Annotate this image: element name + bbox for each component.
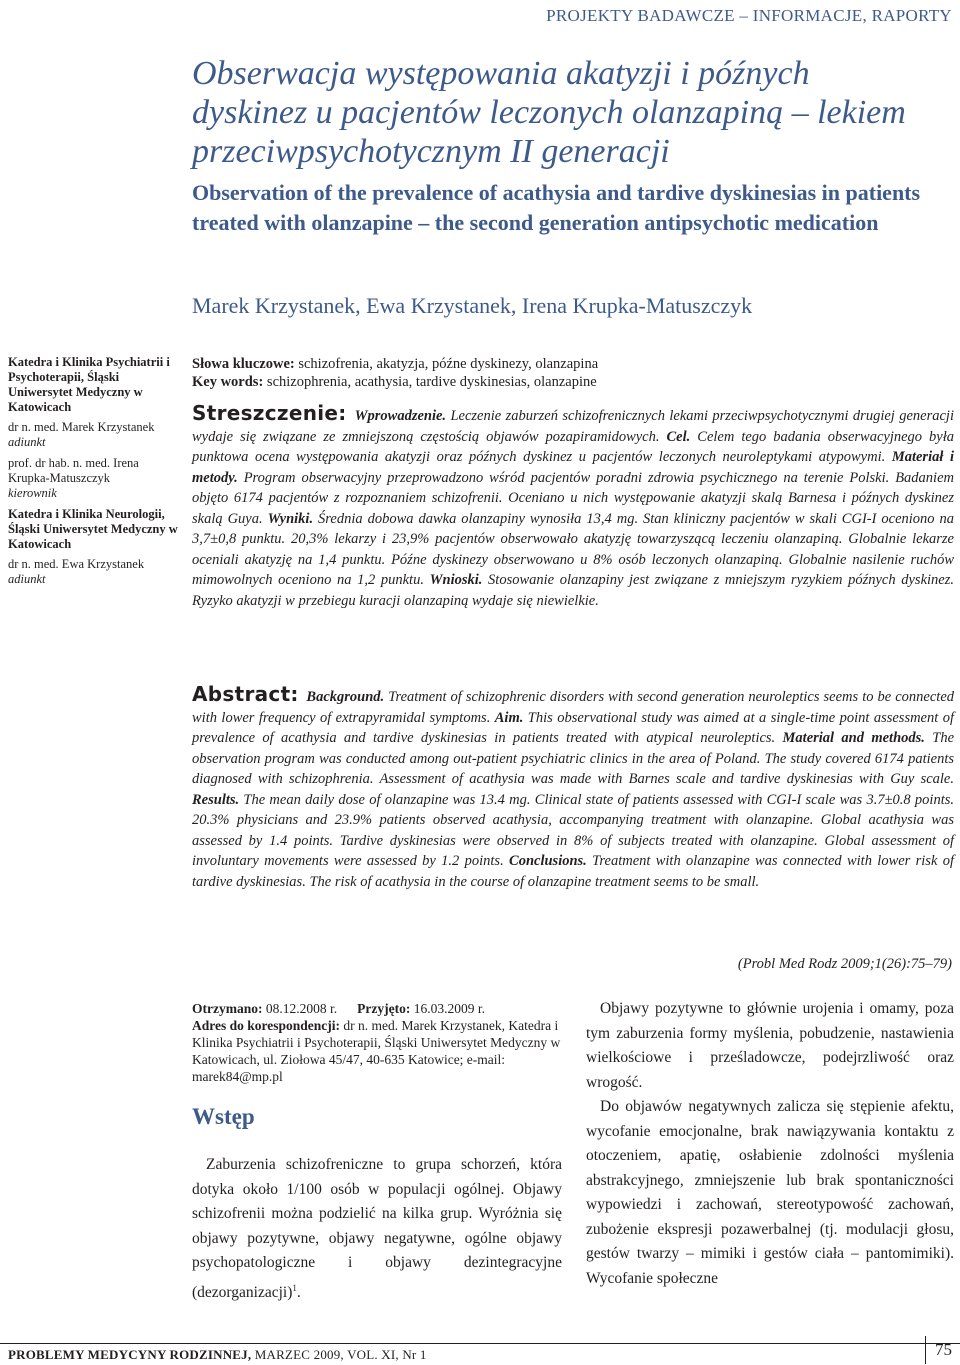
footnote-ref-1: 1 — [292, 1282, 297, 1293]
correspondence-text: dr n. med. Marek Krzystanek, Katedra i Klinika Psychiatrii i Psychoterapii, Śląski Uniwersytet Medyczny w Katowicach, ul. Ziołowa 45/47, 40-635 Katowice; e-mail: marek84@mp.pl — [192, 1018, 561, 1084]
received-date: 08.12.2008 r. — [262, 1001, 338, 1016]
correspondence — [192, 1017, 570, 1085]
accepted-label: Przyjęto: — [357, 1001, 411, 1016]
keywords-en-label: Key words: — [192, 374, 264, 390]
section-header: PROJEKTY BADAWCZE – INFORMACJE, RAPORTY — [546, 6, 952, 25]
abstract-en-t1: Treatment of schizophrenic disorders with second generation neuroleptics seems to be connected with lower frequency of extrapyramidal symptoms. — [192, 689, 955, 726]
footer-rule — [0, 1343, 960, 1344]
accepted-date: 16.03.2009 r. — [410, 1001, 485, 1016]
abstract-english — [192, 684, 954, 892]
intro-paragraph-2: Objawy pozytywne to głównie urojenia i omamy, poza tym zaburzenia formy myślenia, pobudzenie, nastawienia wielkościowe i prześladowcze, podejrzliwość oraz wrogość. — [586, 1000, 954, 1091]
abstract-pl-t2: Celem tego badania obserwacyjnego była punktowa ocena występowania akatyzji oraz późnych dyskinez u pacjentów leczonych neuroleptykami atypowymi. — [192, 428, 955, 465]
affiliation-psychiatry: Katedra i Klinika Psychiatrii i Psychoterapii, Śląski Uniwersytet Medyczny w Katowicach — [8, 355, 170, 414]
abstract-pl-t1: Leczenie zaburzeń schizofrenicznych lekami przeciwpsychotycznymi drugiej generacji wydaje się związane ze zmniejszoną częstością objawów pozapiramidowych. — [192, 408, 954, 445]
abstract-pl-t4: Średnia dobowa dawka olanzapiny wynosiła 13,4 mg. Stan kliniczny pacjentów w skali CGI-I oceniono na 3,7±0,8 punktu. 20,3% lekarzy i 23,9% pacjentów obserwowało akatyzję towarzyszącą leczeniu olanzapiną. Globalnie lekarze oceniali akatyzję na 1,4 punktu. Późne dyskinezy obserwowano u 8% osób leczonych olanzapiną. Globalnie nasilenie ruchów mimowolnych oceniono na 1,2 punktu. — [192, 510, 954, 588]
abstract-pl-t3: Program obserwacyjny przeprowadzono wśród pacjentów poradni zdrowia psychicznego na terenie Polski. Badaniem objęto 6174 pacjentów z rozpoznaniem schizofrenii. Oceniano u nich występowanie akatyzji skalą Barnesa i późnych dyskinez skalą Guya. — [192, 469, 954, 527]
journal-issue: MARZEC 2009, VOL. XI, Nr 1 — [251, 1347, 427, 1362]
received-info — [192, 1000, 570, 1085]
intro-p1-end: . — [296, 1283, 301, 1301]
keywords-english — [192, 373, 952, 391]
intro-paragraph-3: Do objawów negatywnych zalicza się stępienie afektu, wycofanie emocjonalne, brak nawiązywania kontaktu z otoczeniem, apatię, osłabienie zdolności myślenia abstrakcyjnego, zmniejszenie lub brak spontaniczności wypowiedzi i zachowań, stereotypowość zachowań, zubożenie ekspresji pozawerbalnej (tj. modulacji głosu, gestów twarzy – mimiki i gestów ciała – pantomimiki). Wycofanie społeczne — [586, 1098, 954, 1287]
abstract-pl-h3: Materiał i metody. — [192, 449, 954, 486]
keywords-pl-label: Słowa kluczowe: — [192, 356, 295, 372]
intro-column-left — [192, 1153, 562, 1305]
title-polish: Obserwacja występowania akatyzji i późnych dyskinez u pacjentów leczonych olanzapiną – lekiem przeciwpsychotycznym II generacji — [192, 55, 906, 170]
abstract-en-t3: The observation program was conducted among out-patient psychiatric clinics in the area of Poland. The study covered 6174 patients diagnosed with schizophrenia. Assessment of acathysia was made with Barnes scale and tardive dyskinesias with Guy scale. — [192, 730, 955, 787]
intro-column-right — [586, 997, 954, 1291]
abstract-pl-h5: Wnioski. — [429, 572, 483, 588]
author-1-role: adiunkt — [8, 435, 46, 449]
abstract-en-h3: Material and methods. — [782, 730, 925, 746]
abstract-pl-h4: Wyniki. — [267, 510, 314, 527]
keywords-block — [192, 355, 952, 391]
abstract-en-label: Abstract: — [192, 682, 307, 706]
correspondence-label: Adres do korespondencji: — [192, 1018, 341, 1033]
abstract-en-t5: Treatment with olanzapine was connected with lower risk of tardive dyskinesias. The risk of acathysia in the course of olanzapine treatment seems to be small. — [192, 853, 954, 890]
abstract-en-h1: Background. — [306, 689, 385, 705]
abstract-en-h2: Aim. — [494, 709, 524, 726]
keywords-en-text: schizophrenia, acathysia, tardive dyskinesias, olanzapine — [263, 374, 597, 390]
abstract-pl-t5: Stosowanie olanzapiny jest związane z mniejszym ryzykiem późnych dyskinez. Ryzyko akatyzji w przebiegu kuracji olanzapiną wydaje się niewielkie. — [192, 572, 954, 609]
abstract-en-h5: Conclusions. — [509, 853, 587, 869]
abstract-en-t2: This observational study was aimed at a single-time point assessment of prevalence of acathysia and tardive dyskinesias in patients treated with atypical neuroleptics. — [192, 709, 954, 746]
author-2-role: kierownik — [8, 486, 57, 500]
page-number: 75 — [935, 1340, 952, 1359]
title-english: Observation of the prevalence of acathysia and tardive dyskinesias in patients treated with olanzapine – the second generation antipsychotic medication — [192, 180, 921, 235]
author-2-name: prof. dr hab. n. med. Irena Krupka-Matuszczyk — [8, 456, 139, 485]
footer-journal — [8, 1347, 427, 1363]
affiliation-neurology: Katedra i Klinika Neurologii, Śląski Uniwersytet Medyczny w Katowicach — [8, 507, 178, 551]
intro-paragraph-1 — [192, 1153, 562, 1305]
received-label: Otrzymano: — [192, 1001, 263, 1016]
abstract-en-t4: The mean daily dose of olanzapine was 13.4 mg. Clinical state of patients assessed with CGI-I scale was 3.7±0.8 points. 20.3% physicians and 23.9% patients observed acathysia, accompanying treatment with olanzapine. Global acathysia was assessed by 1.4 points. Tardive dyskinesias were observed in 8% of subjects treated with olanzapine. Global assessment of involuntary movements were assessed by 1.2 points. — [192, 791, 954, 869]
citation: (Probl Med Rodz 2009;1(26):75–79) — [737, 956, 952, 972]
abstract-polish — [192, 403, 954, 611]
author-3-name: dr n. med. Ewa Krzystanek — [8, 557, 145, 571]
intro-p1-text: Zaburzenia schizofreniczne to grupa schorzeń, która dotyka około 1/100 osób w populacji ogólnej. Objawy schizofrenii można podzielić na kilka grup. Wyróżnia się objawy pozytywne, objawy negatywne, ogólne objawy psychopatologiczne i objawy dezintegracyjne (dezorganizacji) — [192, 1156, 562, 1301]
section-heading-intro: Wstęp — [192, 1104, 255, 1129]
author-1-name: dr n. med. Marek Krzystanek — [8, 420, 155, 434]
keywords-polish — [192, 355, 952, 373]
abstract-pl-h2: Cel. — [666, 428, 691, 445]
journal-name: PROBLEMY MEDYCYNY RODZINNEJ, — [8, 1347, 252, 1362]
abstract-en-h4: Results. — [192, 791, 240, 808]
authors: Marek Krzystanek, Ewa Krzystanek, Irena Krupka-Matuszczyk — [192, 293, 753, 318]
author-3-role: adiunkt — [8, 572, 46, 586]
keywords-pl-text: schizofrenia, akatyzja, późne dyskinezy, olanzapina — [294, 356, 599, 372]
abstract-pl-h1: Wprowadzenie. — [354, 408, 447, 424]
abstract-pl-label: Streszczenie: — [192, 401, 355, 425]
affiliations-sidebar — [8, 355, 180, 593]
dates-line — [192, 1000, 570, 1017]
